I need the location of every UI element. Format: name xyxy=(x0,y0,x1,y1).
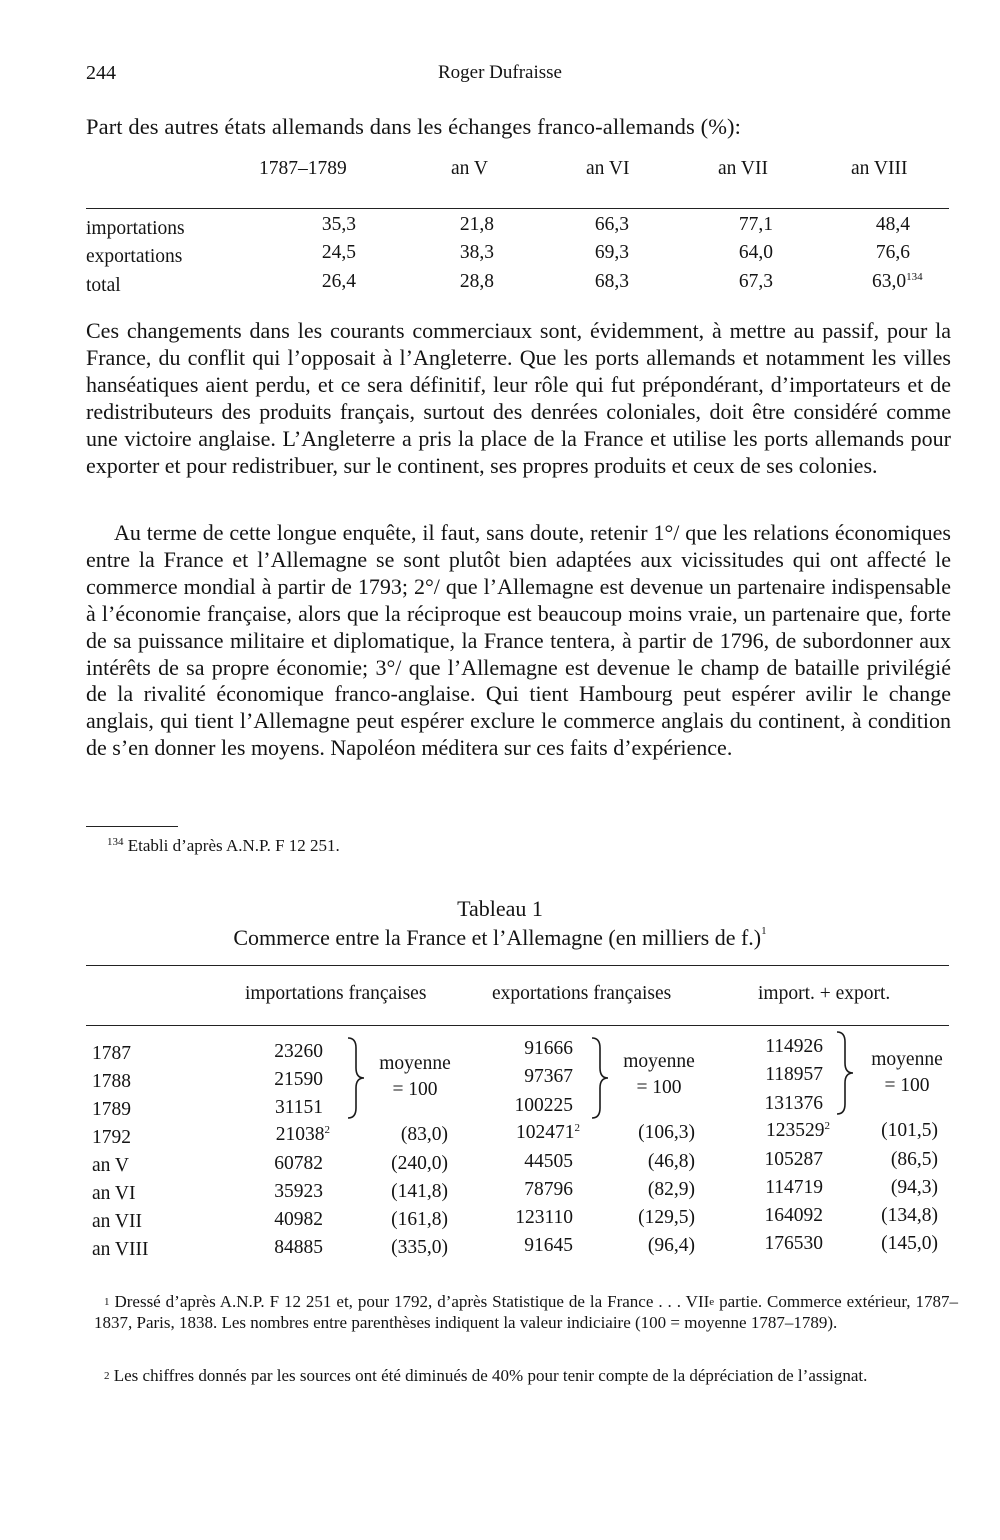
footnote-marker: 2 xyxy=(104,1370,110,1382)
base-label xyxy=(604,1049,714,1101)
table-cell: 176530 xyxy=(764,1233,823,1254)
share-cell: 77,1 xyxy=(738,214,773,235)
share-cell: 24,5 xyxy=(321,242,356,263)
table-cell: 23260 xyxy=(274,1041,323,1062)
table-cell-value: 123529 xyxy=(766,1120,825,1141)
footnote-text xyxy=(94,1366,958,1387)
paragraph-text: Ces changements dans les courants commerciaux sont, évidemment, à mettre au passif, pour la France, du conflit qui l’opposait à l’Angleterre. Que les ports allemands et notamment les villes hanséatiques aient perdu, et ce sera définitif, leur rôle qui fut prépondérant, d’importateurs et de redistributeurs des produits français, surtout des denrées coloniales, doit être considéré comme une victoire anglaise. L’Angleterre a pris la place de la France et utilise les ports allemands pour exporter et pour redistribuer, sur le continent, ses propres produits et ceux de ses colonies. xyxy=(86,318,951,478)
table-cell: 78796 xyxy=(524,1179,573,1200)
share-cell: 38,3 xyxy=(459,242,494,263)
table-cell: 123110 xyxy=(515,1207,573,1228)
base-label-line: moyenne xyxy=(379,1053,451,1074)
table-rule-top xyxy=(86,965,949,966)
table-cell: 114719 xyxy=(765,1177,823,1198)
table-cell xyxy=(450,1122,580,1144)
table-cell: 100225 xyxy=(514,1095,573,1116)
table-index-cell: (106,3) xyxy=(638,1122,695,1143)
table-cell: 44505 xyxy=(524,1151,573,1172)
base-label xyxy=(852,1047,962,1099)
table-row-year: an VIII xyxy=(92,1239,149,1260)
paragraph xyxy=(86,520,951,762)
table-col-header: exportations françaises xyxy=(492,983,672,1004)
share-cell: 35,3 xyxy=(321,214,356,235)
footnote-text xyxy=(94,1292,958,1333)
table-index-cell: (101,5) xyxy=(881,1120,938,1141)
footnote-text-part: Les chiffres donnés par les sources ont été diminués de 40% pour tenir compte de la dépréciation de l’assignat. xyxy=(113,1366,868,1385)
footnote-ref: 2 xyxy=(824,1120,830,1132)
base-label-line: moyenne xyxy=(623,1051,695,1072)
table-cell: 91645 xyxy=(524,1235,573,1256)
share-cell: 48,4 xyxy=(875,214,910,235)
table-index-cell: (161,8) xyxy=(391,1209,448,1230)
page-number: 244 xyxy=(86,62,116,84)
table-cell: 105287 xyxy=(764,1149,823,1170)
table-row-year: 1789 xyxy=(92,1099,131,1120)
share-cell: 66,3 xyxy=(594,214,629,235)
table-row-year: an V xyxy=(92,1155,130,1176)
footnote-text: Etabli d’après A.N.P. F 12 251. xyxy=(127,836,340,855)
table-subtitle xyxy=(0,925,1000,951)
table-index-cell: (129,5) xyxy=(638,1207,695,1228)
footnote-ref: 2 xyxy=(574,1122,580,1134)
table-cell: 164092 xyxy=(764,1205,823,1226)
table-col-header: importations françaises xyxy=(245,983,427,1004)
footnote xyxy=(94,1292,958,1333)
running-head: Roger Dufraisse xyxy=(438,62,562,83)
share-col-header: an VIII xyxy=(851,158,908,179)
table-index-cell: (335,0) xyxy=(391,1237,448,1258)
share-cell: 67,3 xyxy=(738,271,773,292)
table-row-year: an VI xyxy=(92,1183,136,1204)
share-cell: 64,0 xyxy=(738,242,773,263)
table-row-year: 1788 xyxy=(92,1071,131,1092)
share-cell: 21,8 xyxy=(459,214,494,235)
base-label-line: = 100 xyxy=(636,1077,682,1098)
footnote-marker: 1 xyxy=(104,1296,110,1308)
table-cell: 21590 xyxy=(274,1069,323,1090)
table-cell-value: 102471 xyxy=(516,1122,575,1143)
base-label-line: = 100 xyxy=(392,1079,438,1100)
table-index-cell: (141,8) xyxy=(391,1181,448,1202)
share-cell: 26,4 xyxy=(321,271,356,292)
base-label-line: moyenne xyxy=(871,1049,943,1070)
table-cell: 118957 xyxy=(765,1064,823,1085)
share-cell-total-last xyxy=(872,271,923,293)
footnote-text-part: Dressé d’après A.N.P. F 12 251 et, pour 1792, d’après Statistique de la France . . . VII xyxy=(114,1292,710,1311)
table-cell: 40982 xyxy=(274,1209,323,1230)
table-index-cell: (83,0) xyxy=(400,1124,448,1145)
table-cell: 131376 xyxy=(764,1093,823,1114)
share-cell: 68,3 xyxy=(594,271,629,292)
table-cell: 84885 xyxy=(274,1237,323,1258)
table-col-header: import. + export. xyxy=(758,983,891,1004)
share-cell: 63,0 xyxy=(872,271,907,292)
footnote-text-part: partie. Commerce extérieur, 1787–1837, Paris, 1838. Les nombres entre parenthèses indiquent la valeur indiciaire (100 = moyenne 1787–1789). xyxy=(94,1292,959,1332)
table-rule-mid xyxy=(86,1025,949,1026)
share-row-label: exportations xyxy=(86,246,183,267)
paragraph-text: Au terme de cette longue enquête, il faut, sans doute, retenir 1°/ que les relations économiques entre la France et l’Allemagne se sont plutôt bien adaptées aux vicissitudes qui ont affecté le commerce mondial à partir de 1793; 2°/ que l’Allemagne est devenue un partenaire indispensable à l’économie française, alors que la réciproque est beaucoup moins vraie, un partenaire que, forte de sa puissance militaire et diplomatique, la France tentera, à partir de 1796, de subordonner aux intérêts de sa propre économie; 3°/ que l’Allemagne est devenue le champ de bataille privilégié de la rivalité économique franco-anglaise. Qui tient Hambourg peut espérer avilir le change anglais, qui tient l’Allemagne peut espérer exclure le commerce anglais du continent, à condition de s’en donner les moyens. Napoléon méditera sur ces faits d’expérience. xyxy=(86,520,951,761)
table-cell: 114926 xyxy=(765,1036,823,1057)
share-table-caption: Part des autres états allemands dans les échanges franco-allemands (%): xyxy=(86,114,741,139)
share-cell: 76,6 xyxy=(875,242,910,263)
table-index-cell: (145,0) xyxy=(881,1233,938,1254)
table-cell: 31151 xyxy=(274,1097,323,1118)
table-cell xyxy=(700,1120,830,1142)
share-cell: 28,8 xyxy=(459,271,494,292)
table-index-cell: (86,5) xyxy=(890,1149,938,1170)
share-row-label: importations xyxy=(86,218,185,239)
table-index-cell: (96,4) xyxy=(647,1235,695,1256)
footnote-marker: 134 xyxy=(107,836,124,848)
footnote-ref: 2 xyxy=(324,1124,330,1136)
footnote-superscript: e xyxy=(709,1296,715,1308)
share-col-header: an VII xyxy=(718,158,768,179)
footnote-rule xyxy=(86,826,178,827)
table-row-year: 1792 xyxy=(92,1127,131,1148)
base-label-line: = 100 xyxy=(884,1075,930,1096)
share-cell: 69,3 xyxy=(594,242,629,263)
footnote-ref: 134 xyxy=(906,271,923,283)
table-subtitle-text: Commerce entre la France et l’Allemagne (en milliers de f.) xyxy=(233,925,762,950)
table-index-cell: (46,8) xyxy=(647,1151,695,1172)
table-cell: 97367 xyxy=(524,1066,573,1087)
share-table-rule xyxy=(86,208,949,209)
table-row-year: an VII xyxy=(92,1211,142,1232)
footnote-ref: 1 xyxy=(761,925,767,937)
footnote xyxy=(107,836,340,856)
paragraph xyxy=(86,318,951,479)
share-row-label: total xyxy=(86,275,121,296)
table-index-cell: (240,0) xyxy=(391,1153,448,1174)
table-row-year: 1787 xyxy=(92,1043,131,1064)
table-title: Tableau 1 xyxy=(457,896,543,921)
table-cell: 35923 xyxy=(274,1181,323,1202)
table-index-cell: (134,8) xyxy=(881,1205,938,1226)
table-cell: 60782 xyxy=(274,1153,323,1174)
table-index-cell: (82,9) xyxy=(647,1179,695,1200)
footnote xyxy=(94,1366,958,1387)
table-cell: 91666 xyxy=(524,1038,573,1059)
table-cell-value: 21038 xyxy=(275,1124,325,1145)
table-cell xyxy=(200,1124,330,1146)
table-index-cell: (94,3) xyxy=(890,1177,938,1198)
share-col-header: 1787–1789 xyxy=(259,158,347,179)
share-col-header: an V xyxy=(451,158,489,179)
share-col-header: an VI xyxy=(586,158,630,179)
